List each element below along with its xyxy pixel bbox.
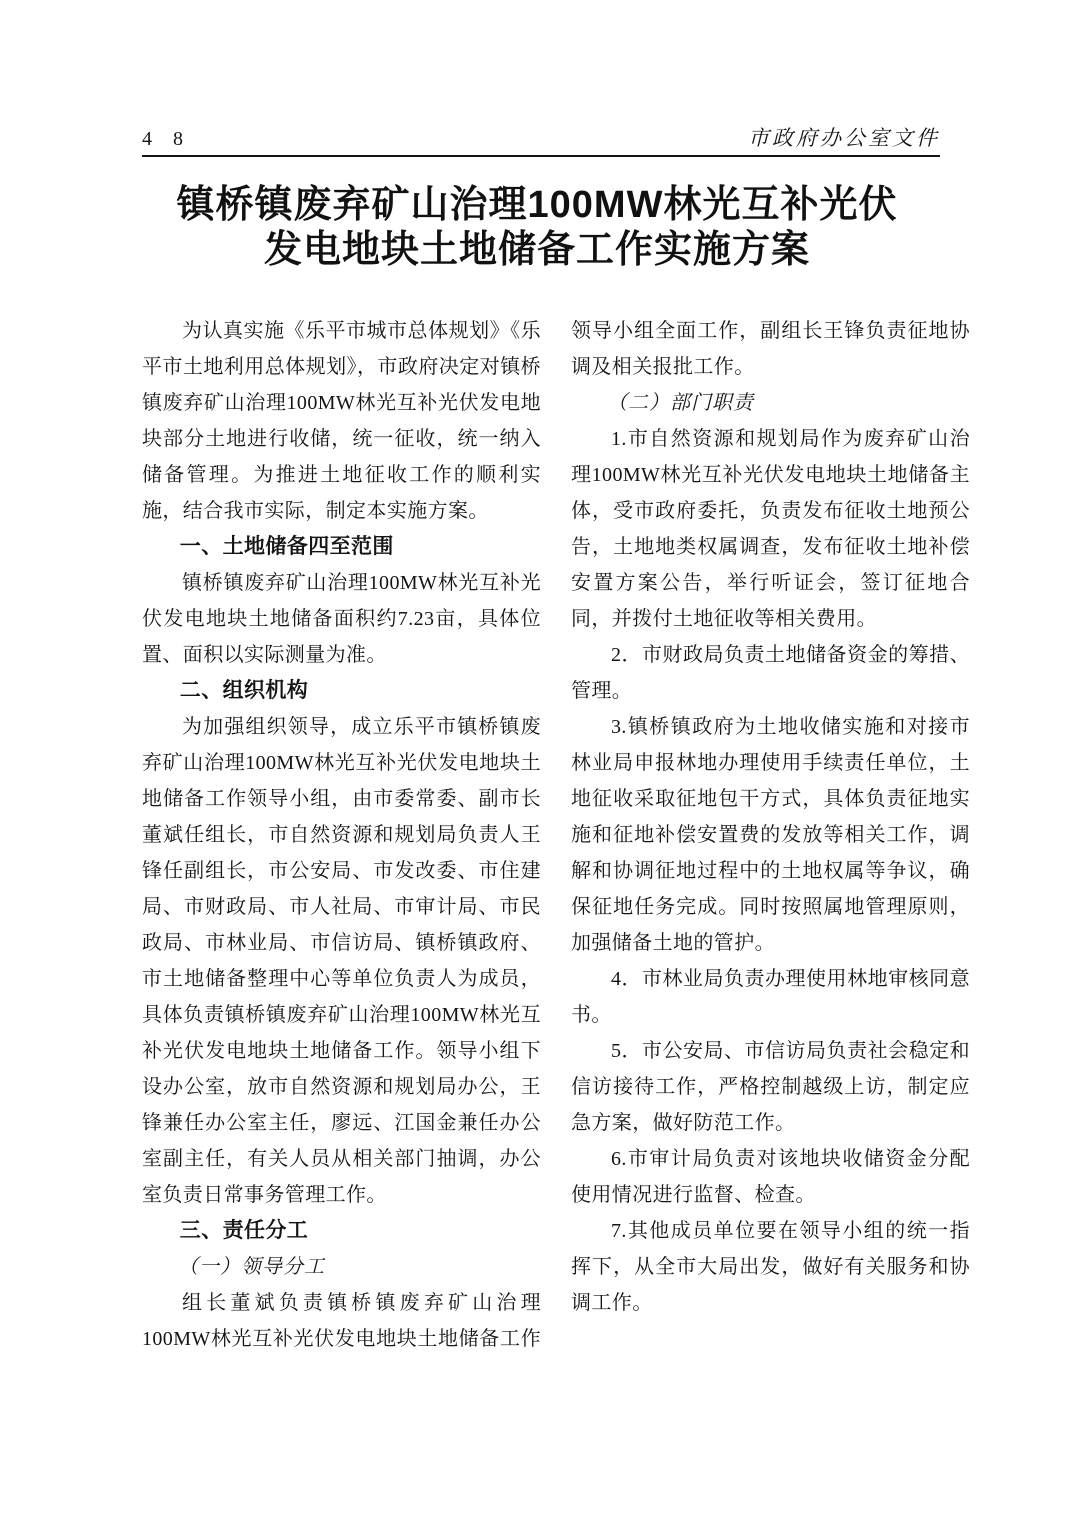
paragraph: 镇桥镇废弃矿山治理100MW林光互补光伏发电地块土地储备面积约7.23亩，具体位置、面积以实际测量为准。 bbox=[142, 572, 541, 666]
page-header bbox=[142, 126, 940, 157]
title-line-2: 发电地块土地储备工作实施方案 bbox=[263, 229, 810, 271]
header-doc-label: 市政府办公室文件 bbox=[748, 126, 940, 150]
paragraph: 7.其他成员单位要在领导小组的统一指挥下，从全市大局出发，做好有关服务和协调工作。 bbox=[571, 1220, 970, 1314]
paragraph: 为认真实施《乐平市城市总体规划》《乐平市土地利用总体规划》，市政府决定对镇桥镇废弃矿山治理100MW林光互补光伏发电地块部分土地进行收储，统一征收，统一纳入储备管理。为推进土地征收工作的顺利实施，结合我市实际，制定本实施方案。 bbox=[142, 320, 541, 522]
sub-heading: （一）领导分工 bbox=[178, 1256, 325, 1278]
document-title bbox=[0, 183, 1074, 273]
paragraph: 2．市财政局负责土地储备资金的筹措、管理。 bbox=[571, 644, 970, 702]
paragraph-continuation: 领导小组全面工作，副组长王锋负责征地协调及相关报批工作。 bbox=[571, 320, 970, 378]
paragraph: 1.市自然资源和规划局作为废弃矿山治理100MW林光互补光伏发电地块土地储备主体，受市政府委托，负责发布征收土地预公告，土地地类权属调查，发布征收土地补偿安置方案公告，举行听证会，签订征地合同，并拨付土地征收等相关费用。 bbox=[571, 428, 970, 630]
title-line-1: 镇桥镇废弃矿山治理100MW林光互补光伏 bbox=[176, 184, 898, 226]
page-number: 4 8 bbox=[142, 128, 191, 150]
section-heading: 三、责任分工 bbox=[179, 1219, 309, 1242]
paragraph: 3.镇桥镇政府为土地收储实施和对接市林业局申报林地办理使用手续责任单位，土地征收采取征地包干方式，具体负责征地实施和征地补偿安置费的发放等相关工作，调解和协调征地过程中的土地权属等争议，确保征地任务完成。同时按照属地管理原则，加强储备土地的管护。 bbox=[571, 716, 970, 954]
sub-heading: （二）部门职责 bbox=[607, 392, 754, 414]
column-left bbox=[142, 313, 541, 1357]
paragraph: 5．市公安局、市信访局负责社会稳定和信访接待工作，严格控制越级上访，制定应急方案，做好防范工作。 bbox=[571, 1040, 970, 1134]
body-columns bbox=[142, 313, 970, 1357]
paragraph: 6.市审计局负责对该地块收储资金分配使用情况进行监督、检查。 bbox=[571, 1148, 970, 1206]
paragraph: 4．市林业局负责办理使用林地审核同意书。 bbox=[571, 968, 970, 1026]
paragraph: 为加强组织领导，成立乐平市镇桥镇废弃矿山治理100MW林光互补光伏发电地块土地储备工作领导小组，由市委常委、副市长董斌任组长，市自然资源和规划局负责人王锋任副组长，市公安局、市发改委、市住建局、市财政局、市人社局、市审计局、市民政局、市林业局、市信访局、镇桥镇政府、市土地储备整理中心等单位负责人为成员，具体负责镇桥镇废弃矿山治理100MW林光互补光伏发电地块土地储备工作。领导小组下设办公室，放市自然资源和规划局办公，王锋兼任办公室主任，廖远、江国金兼任办公室副主任，有关人员从相关部门抽调，办公室负责日常事务管理工作。 bbox=[142, 716, 541, 1206]
section-heading: 一、土地储备四至范围 bbox=[179, 535, 394, 558]
column-right bbox=[571, 313, 970, 1357]
paragraph: 组长董斌负责镇桥镇废弃矿山治理100MW林光互补光伏发电地块土地储备工作 bbox=[142, 1292, 541, 1350]
section-heading: 二、组织机构 bbox=[179, 679, 309, 702]
